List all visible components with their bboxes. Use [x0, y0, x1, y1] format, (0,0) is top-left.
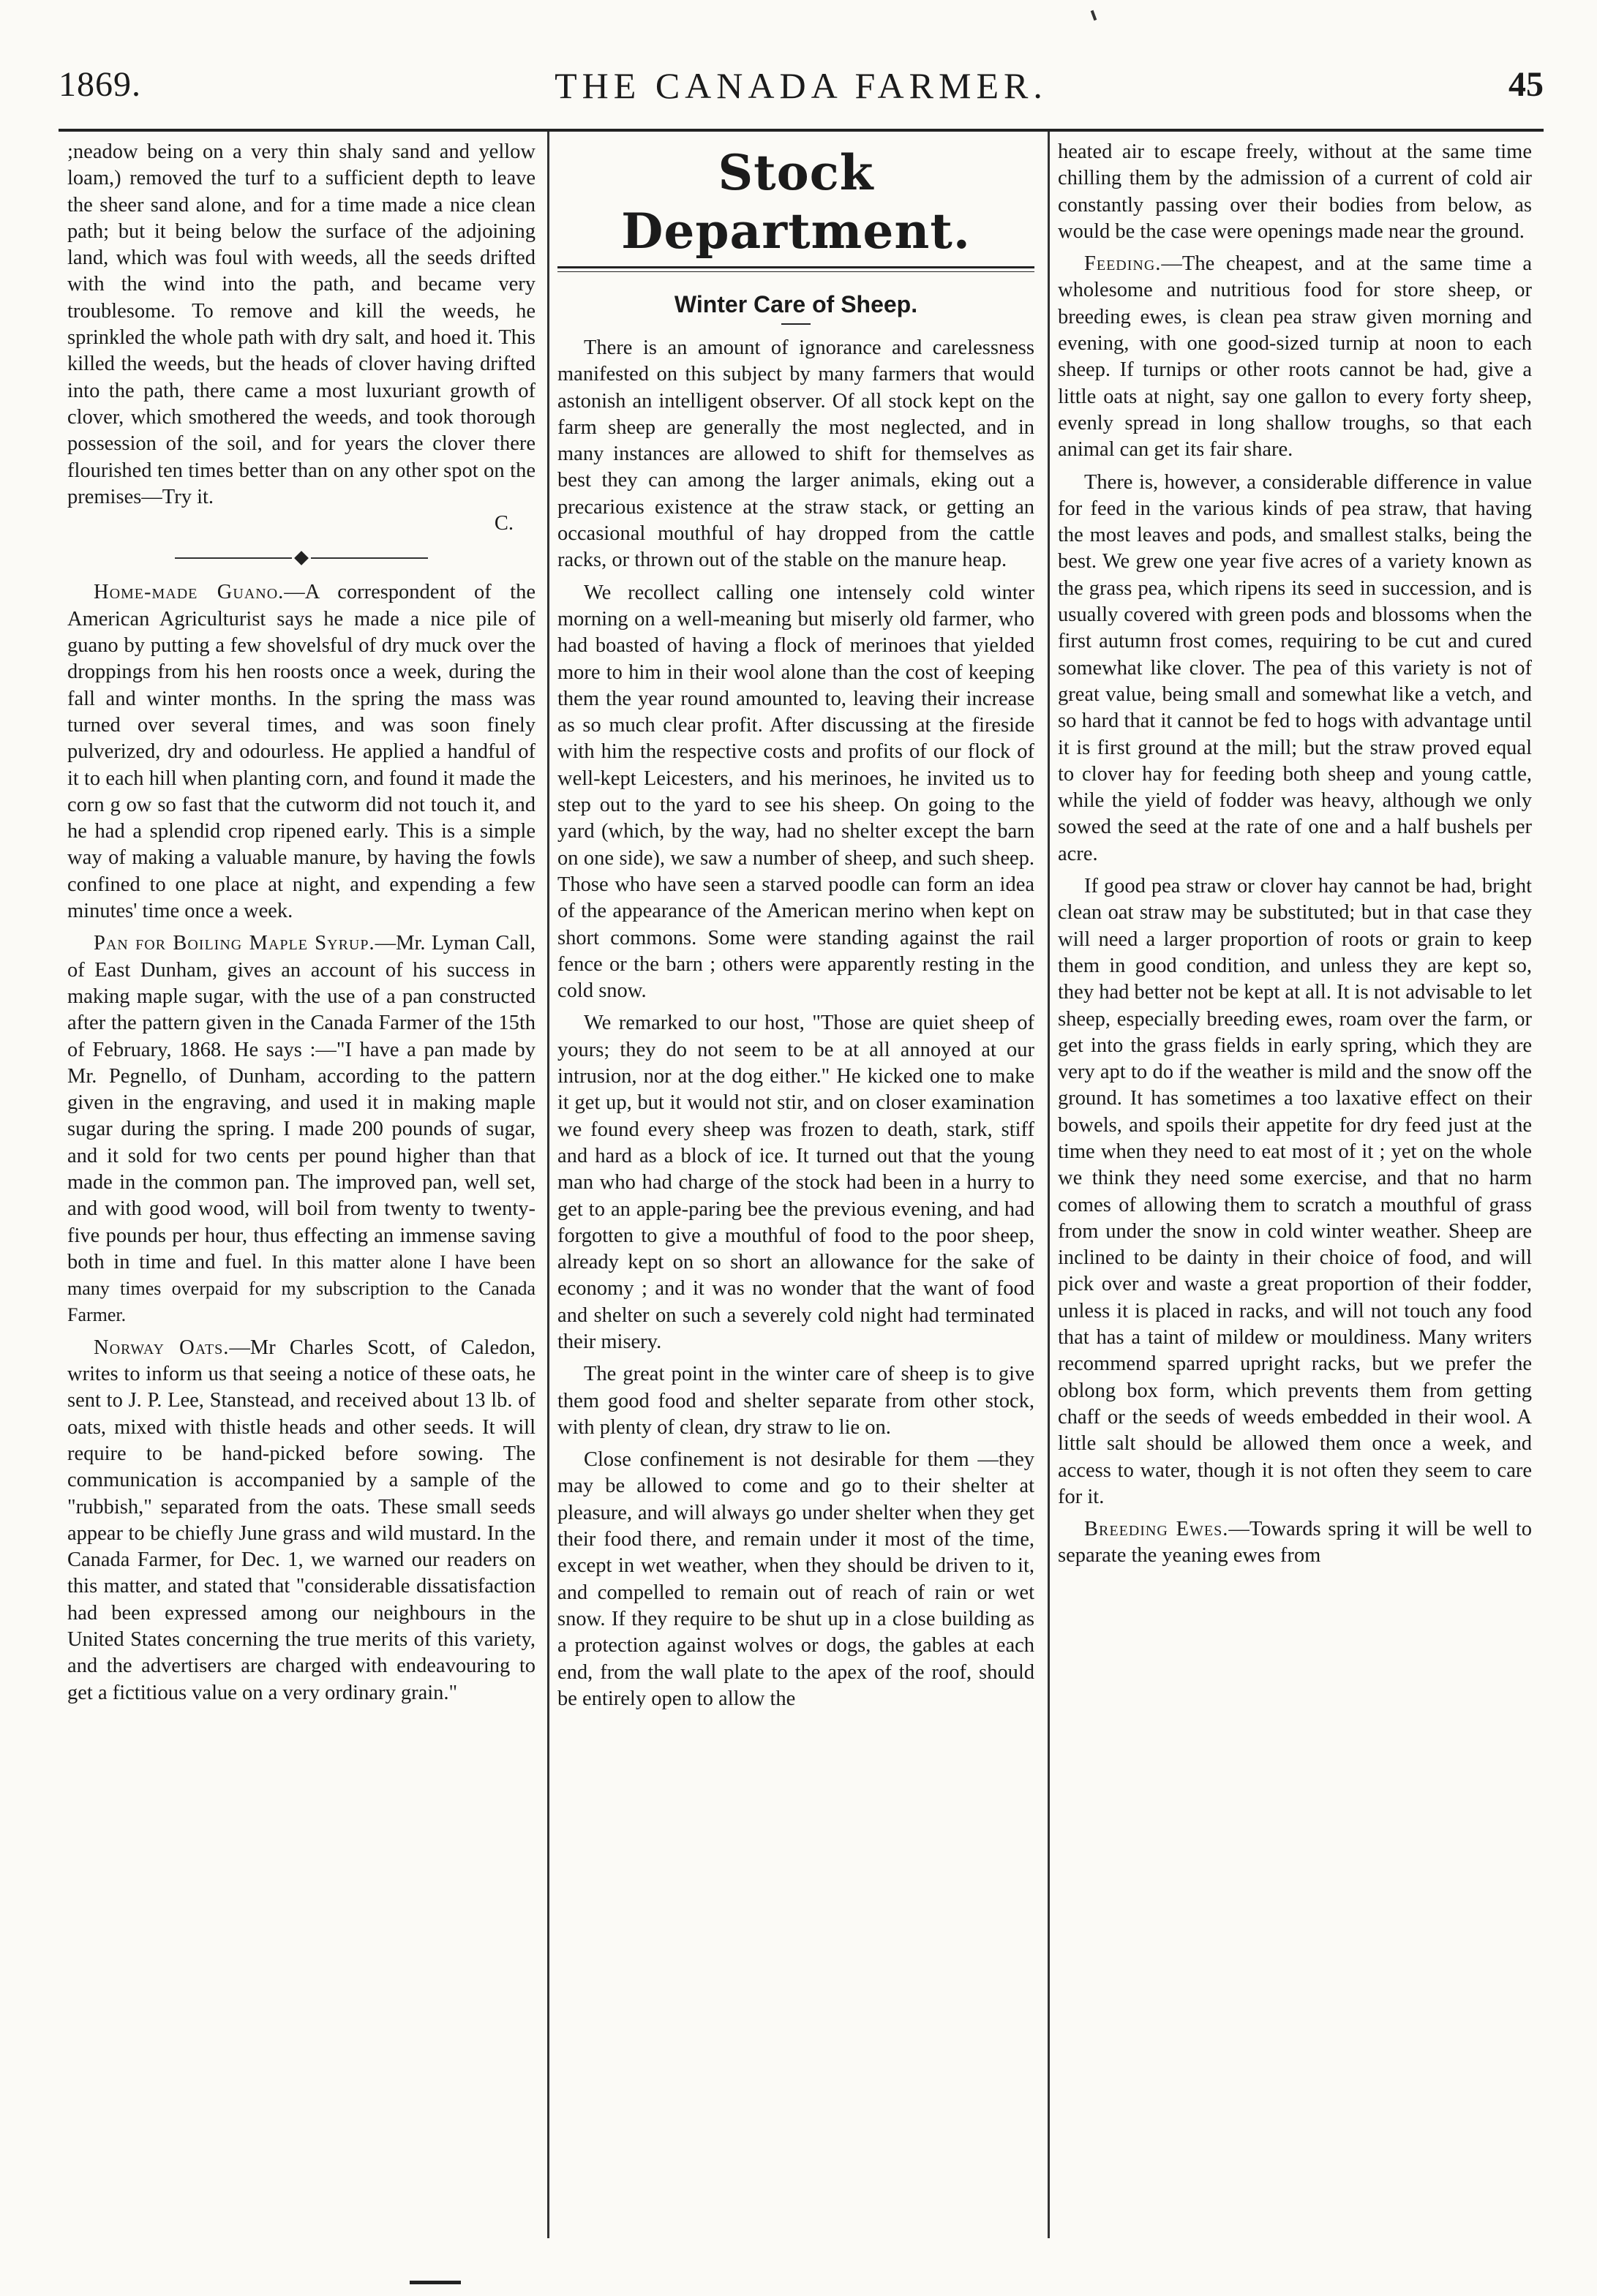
section-divider	[67, 553, 536, 563]
article-paragraph: Close confinement is not desirable for them —they may be allowed to come and go to their shelter at pleasure, and will always go under shelter when they get their food there, and remain under it most of the time, except in wet weather, when they should be driven to it, and compelled to remain out of reach of rain or wet snow. If they require to be shut up in a close building as a protection against wolves or dogs, the gables at each end, from the wall plate to the apex of the roof, should be entirely open to allow the	[557, 1448, 1034, 1710]
article-paragraph: There is, however, a considerable difference in value for feed in the various kinds of pea straw, that having the most leaves and pods, and smallest stalks, being the best. We grew one year five acres of a variety known as the grass pea, which ripens its seed in succession, and is usually covered with green pods and blossoms when the first autumn frost comes, requiring to be cut and cured somewhat like clover. The pea of this variety is not of great value, being small and somewhat like a vetch, and so hard that it cannot be fed to hogs with advantage until it is first ground at the mill; but the straw proved equal to clover hay for feeding both sheep and young cattle, while the yield of fodder was heavy, although we only sowed the seed at the rate of one and a half bushels per acre.	[1058, 470, 1532, 865]
paragraph-norway-oats: Norway Oats.—Mr Charles Scott, of Caledon, writes to inform us that seeing a notice of these oats, he sent to J. P. Lee, Stanstead, and received about 13 lb. of oats, mixed with thistle heads and other seeds. It will require to be hand-picked before sowing. The communication is accompanied by a sample of the "rubbish," separated from the oats. These small seeds appear to be chiefly June grass and wild mustard. In the Canada Farmer, for Dec. 1, we warned our readers on this matter, and stated that "considerable dissatisfaction had been expressed among our neighbours in the United States concerning the true merits of this variety, and the advertisers are charged with endeavouring to get a fictitious value on a very ordinary grain."	[67, 1336, 536, 1704]
article-paragraph: We remarked to our host, "Those are quiet sheep of yours; they do not seem to be at all annoyed at our intrusion, nor at the dog either." He kicked one to make it get up, but it would not stir, and on closer examination we found every sheep was frozen to death, stark, stiff and hard as a block of ice. It turned out that the young man who had charge of the stock had been in a hurry to get to an apple-paring bee the previous evening, and had forgotten to give a mouthful of food to the poor sheep, already kept on so short an allowance for the sake of economy ; and it was no wonder that the want of food and shelter on such a severely cold night had terminated their misery.	[557, 1012, 1034, 1353]
column-1	[67, 139, 536, 2231]
bottom-rule-mark	[410, 2281, 461, 2284]
header-rule	[59, 129, 1544, 132]
column-2	[557, 139, 1034, 2231]
article-paragraph: The great point in the winter care of sheep is to give them good food and shelter separate from other stock, with plenty of clean, dry straw to lie on.	[557, 1363, 1034, 1439]
department-title: Stock Department.	[621, 144, 971, 260]
department-rule	[557, 266, 1034, 268]
article-paragraph: If good pea straw or clover hay cannot be had, bright clean oat straw may be substituted; but in that case they will need a larger proportion of roots or grain to keep them in good condition, and unless they are kept so, they had better not be kept at all. It is not advisable to let sheep, especially breeding ewes, roam over the farm, or get into the grass fields in early spring, which they are very apt to do if the weather is mild and the snow off the ground. It has sometimes a too laxative effect on their bowels, and spoils their appetite for dry feed just at the time when they need to eat most of it ; yet on the whole we think they need some exercise, and that no harm comes of allowing them to scratch a mouthful of grass from under the snow in cold winter weather. Sheep are inclined to be dainty in their choice of food, and will pick over and waste a great proportion of their fodder, unless it is placed in racks, and will not touch any food that has a taint of mildew or mouldiness. Many writers recommend sparred upright racks, but we prefer the oblong box form, which prevents them from getting chaff or the seeds of weeds embedded in their wool. A little salt should be allowed them once a week, and access to water, though it is not often they seem to care for it.	[1058, 875, 1532, 1508]
diamond-ornament-icon	[294, 552, 309, 566]
signature-line	[67, 511, 536, 537]
article-title: Winter Care of Sheep.	[674, 291, 918, 317]
header-title: THE CANADA FARMER.	[555, 65, 1048, 106]
heading-home-made-guano: Home-made Guano.	[94, 581, 285, 604]
heading-maple-syrup: Pan for Boiling Maple Syrup.	[94, 932, 375, 955]
paragraph-home-made-guano: Home-made Guano.—A correspondent of the American Agriculturist says he made a nice pile of guano by putting a few shovelsful of dry muck over the droppings from his hen roosts once a week, during the fall and winter months. In the spring the mass was turned over several times, and was soon finely pulverized, dry and odourless. He applied a handful of it to each hill when planting corn, and found it made the corn g ow so fast that the cutworm did not touch it, and he had a splendid crop ripened early. This is a simple way of making a valuable manure, by having the fowls confined to one place at night, and expending a few minutes' time once a week.	[67, 581, 536, 923]
paragraph-breeding-ewes: Breeding Ewes.—Towards spring it will be well to separate the yeaning ewes from	[1058, 1518, 1532, 1567]
heading-norway-oats: Norway Oats.	[94, 1336, 230, 1359]
signature: C.	[494, 512, 514, 535]
paragraph-maple-syrup: Pan for Boiling Maple Syrup.—Mr. Lyman Call, of East Dunham, gives an account of his success in making maple sugar, with the use of a pan constructed after the pattern given in the Canada Farmer of the 15th of February, 1868. He says :—"I have a pan made by Mr. Pegnello, of Dunham, according to the pattern given in the engraving, and used it in making maple sugar during the spring. I made 200 pounds of sugar, and it sold for two cents per pound higher than that made in the common pan. The improved pan, well set, and with good wood, will boil from twenty to twenty-five pounds per hour, thus effecting an immense saving both in time and fuel. In this matter alone I have been many times overpaid for my subscription to the Canada Farmer.	[67, 932, 536, 1326]
header-page-number: 45	[1508, 65, 1544, 104]
column-3	[1058, 139, 1532, 2231]
column-divider-2	[1048, 132, 1050, 2238]
heading-feeding: Feeding.	[1084, 252, 1162, 276]
article-paragraph: heated air to escape freely, without at the same time chilling them by the admission of a current of cold air constantly passing over their bodies from below, as would be the case were openings made near the ground.	[1058, 140, 1532, 243]
heading-breeding-ewes: Breeding Ewes.	[1084, 1518, 1229, 1541]
article-paragraph: We recollect calling one intensely cold winter morning on a well-meaning but miserly old farmer, who had boasted of having a flock of merinoes that yielded more to him in their wool alone than the cost of keeping them the year round amounted to, leaving their increase as so much clear profit. After discussing at the fireside with him the respective costs and profits of our flock of well-kept Leicesters, and his merinoes, he invited us to step out to the yard to see his sheep. On going to the yard (which, by the way, had no shelter except the barn on one side), we saw a number of sheep, and such sheep. Those who have seen a starved poodle can form an idea of the appearance of the American merino when kept on short commons. Some were standing against the rail fence or the barn ; others were apparently resting in the cold snow.	[557, 581, 1034, 1003]
page-header	[59, 64, 1544, 116]
print-speck	[1091, 10, 1097, 21]
paragraph-path-weeds: ;neadow being on a very thin shaly sand and yellow loam,) removed the turf to a sufficient depth to leave the sheer sand alone, and for a time made a nice clean path; but it being below the surface of the adjoining land, which was foul with weeds, all the seeds drifted with the wind into the path, and became very troublesome. To remove and kill the weeds, he sprinkled the whole path with dry salt, and hoed it. This killed the weeds, but the heads of clover having drifted into the path, there came a most luxuriant growth of clover, which smothered the weeds, and took thorough possession of the soil, and for years the clover there flourished ten times better than on any other spot on the premises—Try it.	[67, 140, 536, 508]
paragraph-feeding: Feeding.—The cheapest, and at the same time a wholesome and nutritious food for store sheep, or breeding ewes, is clean pea straw given morning and evening, with one good-sized turnip at noon to each sheep. If turnips or other roots cannot be had, give a little oats at night, say one gallon to every forty sheep, evenly spread in long shallow troughs, so that each animal can get its fair share.	[1058, 252, 1532, 462]
header-year: 1869.	[59, 65, 141, 104]
article-paragraph: There is an amount of ignorance and carelessness manifested on this subject by many farmers that would astonish an intelligent observer. Of all stock kept on the farm sheep are generally the most neglected, and in many instances are allowed to shift for themselves as best they can among the larger animals, eking out a precarious existence at the straw stack, or getting an occasional mouthful of hay dropped from the cattle racks, or thrown out of the stable on the manure heap.	[557, 336, 1034, 572]
column-divider-1	[547, 132, 549, 2238]
